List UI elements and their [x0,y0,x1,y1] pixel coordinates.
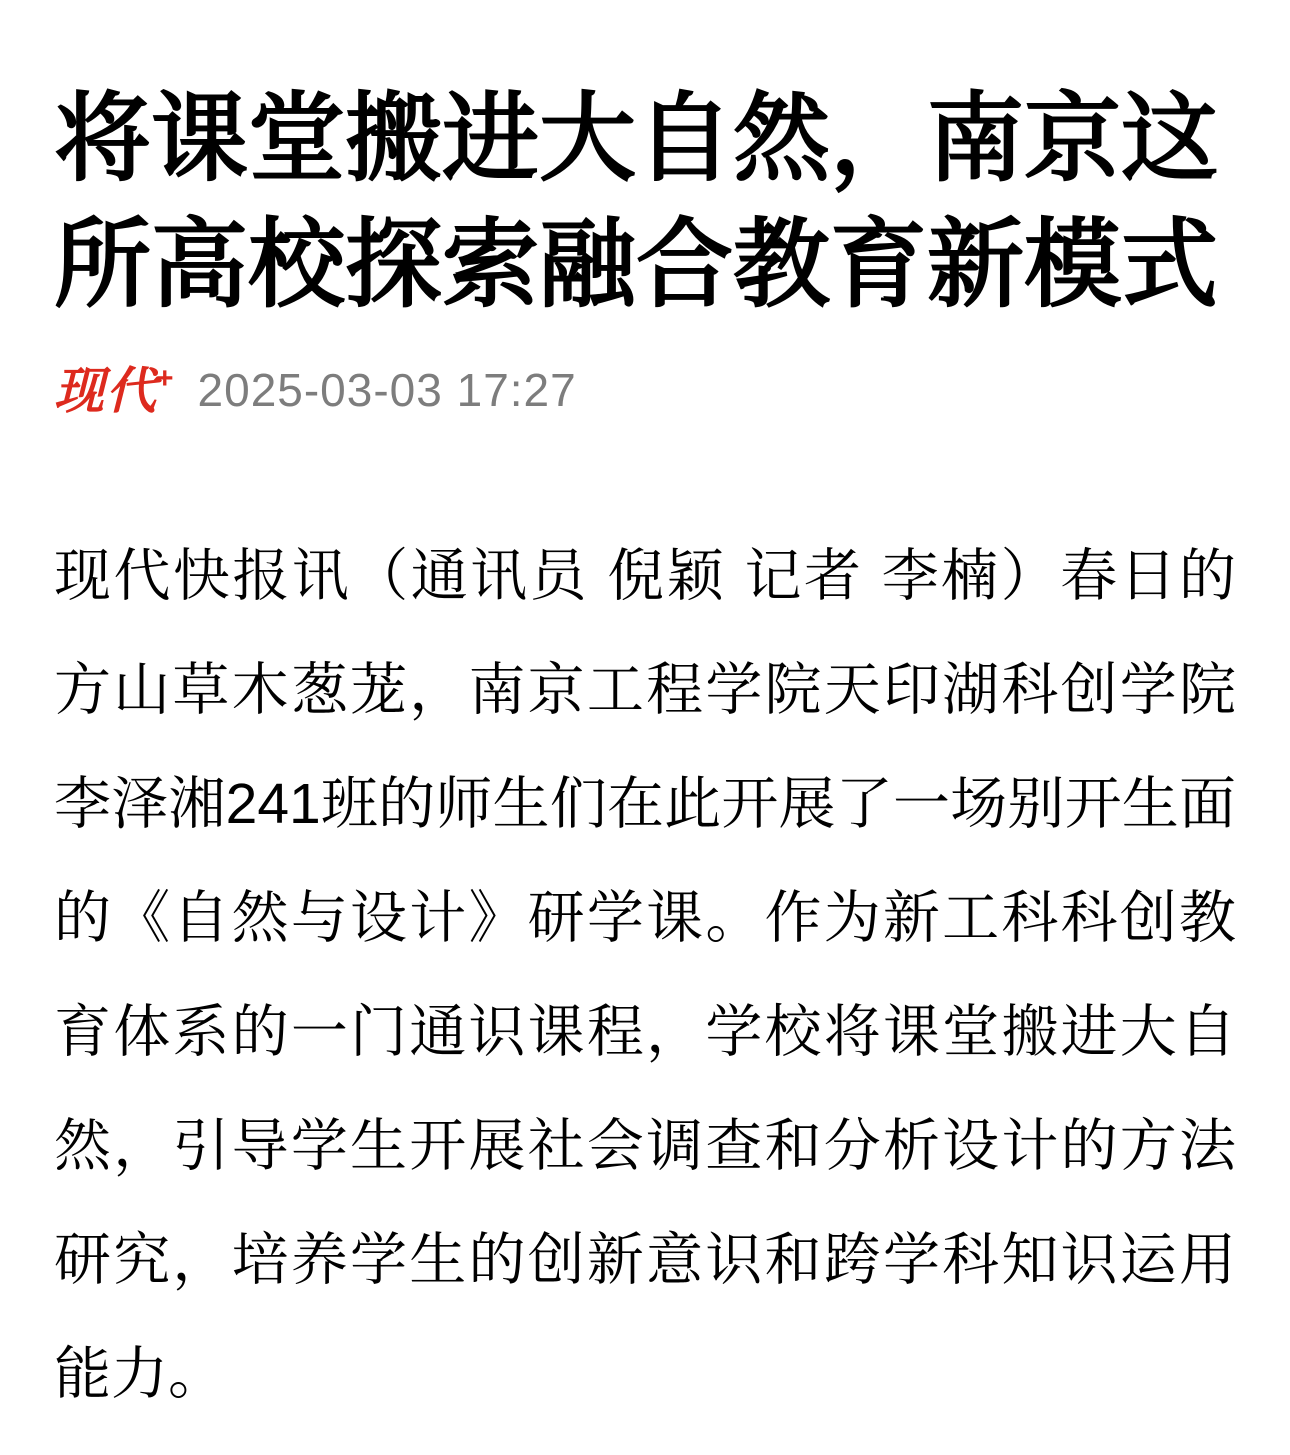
article-title: 将课堂搬进大自然，南京这所高校探索融合教育新模式 [54,84,1218,320]
source-logo-plus: + [156,362,176,396]
article-body: 现代快报讯（通讯员 倪颖 记者 李楠）春日的方山草木葱茏，南京工程学院天印湖科创学院李泽湘241班的师生们在此开展了一场别开生面的《自然与设计》研学课。作为新工科科创教育体系的一门通识课程，学校将课堂搬进大自然，引导学生开展社会调查和分析设计的方法研究，培养学生的创新意识和跨学科知识运用能力。 [54,544,1236,1407]
source-logo[interactable] [54,362,176,419]
publish-time: 2025-03-03 17:27 [197,364,577,417]
article-meta [54,362,1236,419]
source-logo-text: 现代 [54,363,158,420]
